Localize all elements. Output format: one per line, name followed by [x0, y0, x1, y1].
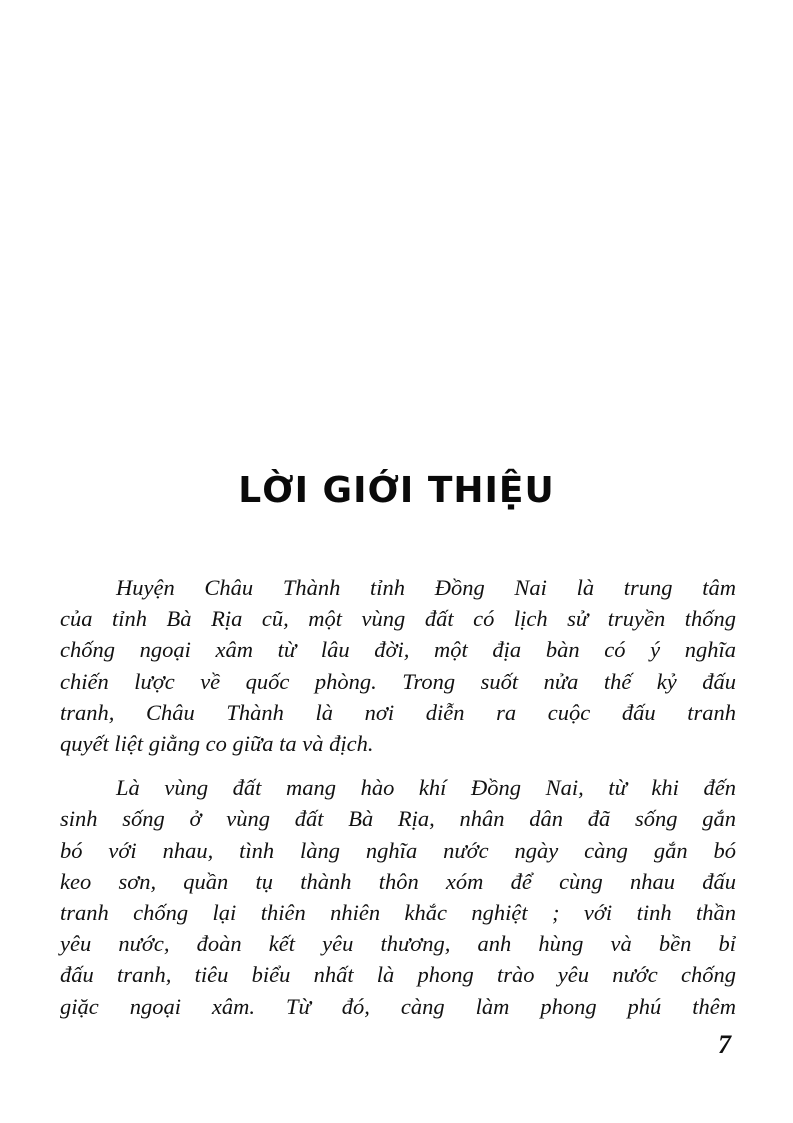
body-text [60, 572, 736, 1022]
text-line: bó với nhau, tình làng nghĩa nước ngày càng gắn bó [60, 837, 736, 863]
text-line: chiến lược về quốc phòng. Trong suốt nửa thế kỷ đấu [60, 668, 736, 694]
text-line: sinh sống ở vùng đất Bà Rịa, nhân dân đã sống gắn [60, 806, 736, 832]
text-line: quyết liệt giằng co giữa ta và địch. [60, 731, 374, 757]
paragraph-1 [60, 572, 736, 759]
page-number: 7 [718, 1030, 731, 1059]
text-line: yêu nước, đoàn kết yêu thương, anh hùng và bền bỉ [60, 931, 736, 957]
text-line: tranh chống lại thiên nhiên khắc nghiệt ; với tinh thần [60, 900, 736, 926]
text-line: Là vùng đất mang hào khí Đồng Nai, từ khi đến [116, 775, 736, 801]
page-title: LỜI GIỚI THIỆU [238, 470, 555, 511]
text-line: đấu tranh, tiêu biểu nhất là phong trào yêu nước chống [60, 962, 736, 988]
text-line: Huyện Châu Thành tỉnh Đồng Nai là trung tâm [116, 575, 736, 600]
text-line: của tỉnh Bà Rịa cũ, một vùng đất có lịch sử truyền thống [60, 606, 736, 632]
text-line: keo sơn, quần tụ thành thôn xóm để cùng nhau đấu [60, 868, 736, 894]
text-line: chống ngoại xâm từ lâu đời, một địa bàn có ý nghĩa [60, 637, 736, 663]
paragraph-2 [60, 772, 736, 1022]
text-line: giặc ngoại xâm. Từ đó, càng làm phong phú thêm [60, 993, 736, 1019]
text-line: tranh, Châu Thành là nơi diễn ra cuộc đấu tranh [60, 699, 736, 725]
